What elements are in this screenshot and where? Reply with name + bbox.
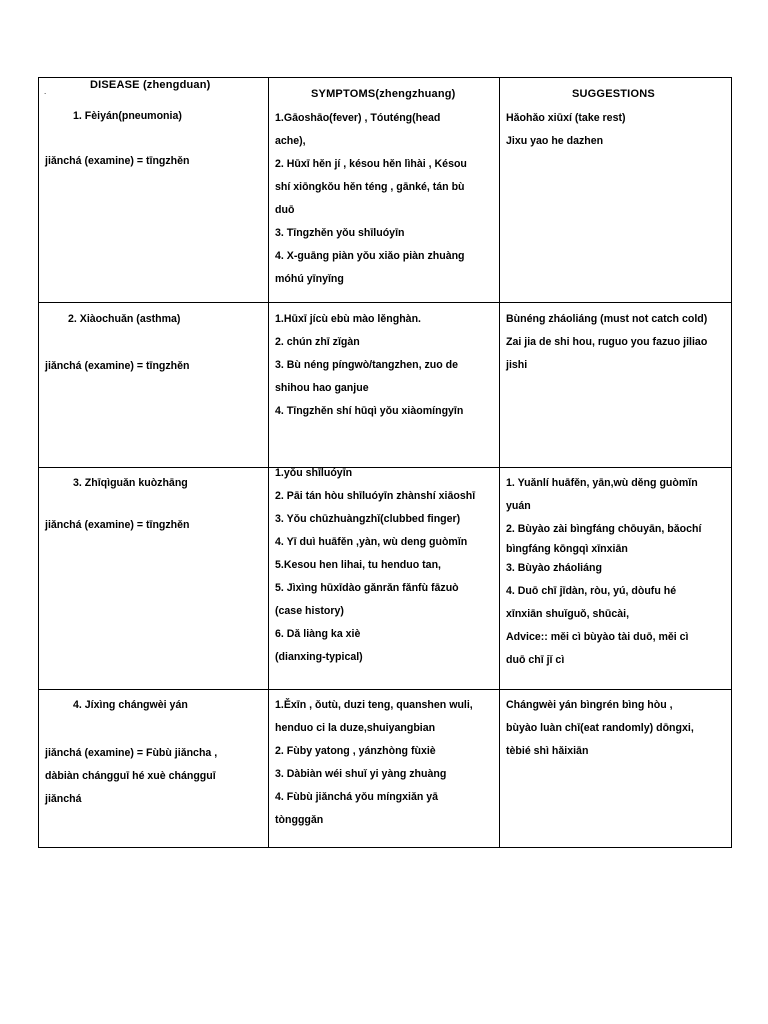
symptom-line: 5. Jìxìng hūxīdào gǎnrǎn fǎnfù fāzuò (275, 582, 459, 594)
exam-line: jiǎnchá (examine) = Fùbù jiǎncha , (45, 747, 218, 759)
table-row (39, 468, 732, 690)
header-disease: DISEASE (zhengduan) (90, 79, 211, 91)
table-header-row (39, 78, 732, 303)
suggestion-line: Advice:: měi cì bùyào tài duō, měi cì (506, 631, 689, 643)
symptom-line: tòngggǎn (275, 814, 324, 826)
symptom-line: 4. Fùbù jiǎnchá yǒu míngxiǎn yā (275, 791, 439, 803)
symptoms-cell (269, 690, 500, 848)
exam-line: jiǎnchá (examine) = tīngzhěn (45, 155, 190, 167)
exam-line: jiǎnchá (examine) = tīngzhěn (45, 360, 190, 372)
header-symptoms: SYMPTOMS(zhengzhuang) (311, 88, 456, 100)
symptom-line: móhú yīnyǐng (275, 273, 344, 285)
suggestion-line: duō chī jǐ cì (506, 654, 565, 666)
suggestion-line: tèbié shì hǎixiān (506, 745, 589, 757)
disease-cell (39, 78, 269, 303)
symptom-line: 2. Hūxī hěn jí , késou hěn lìhài , Késou (275, 158, 467, 170)
stray-dot: . (44, 87, 47, 96)
suggestion-line: Jixu yao he dazhen (506, 135, 604, 147)
symptom-line: 4. Yī duì huāfěn ,yàn, wù deng guòmǐn (275, 536, 468, 548)
symptom-line: duō (275, 204, 295, 216)
symptom-line: (dianxing-typical) (275, 651, 363, 663)
symptom-line: 3. Dàbiàn wéi shuǐ yi yàng zhuàng (275, 768, 447, 780)
symptom-line: 1.Gāoshāo(fever) , Tóuténg(head (275, 112, 441, 124)
suggestions-cell (500, 690, 732, 848)
symptom-line: 3. Tīngzhěn yǒu shīluóyīn (275, 227, 405, 239)
suggestion-line: jishi (506, 359, 528, 371)
suggestion-line: Zai jia de shi hou, ruguo you fazuo jiliao (506, 336, 708, 348)
exam-line: jiǎnchá (examine) = tīngzhěn (45, 519, 190, 531)
symptoms-cell (269, 468, 500, 690)
symptoms-cell (269, 303, 500, 468)
suggestions-cell (500, 303, 732, 468)
header-suggestions: SUGGESTIONS (572, 88, 655, 100)
suggestion-line: bìngfáng kōngqì xīnxiān (506, 543, 628, 555)
symptom-line: 3. Yǒu chūzhuàngzhǐ(clubbed finger) (275, 513, 461, 525)
table-row (39, 303, 732, 468)
symptom-line: shihou hao ganjue (275, 382, 369, 394)
disease-cell (39, 690, 269, 848)
disease-cell (39, 468, 269, 690)
suggestion-line: Chángwèi yán bìngrén bìng hòu , (506, 699, 673, 711)
symptom-line: 1.Hūxī jícù ebù mào lěnghàn. (275, 313, 421, 325)
symptom-line: 4. Tīngzhěn shí hūqì yǒu xiàomíngyīn (275, 405, 464, 417)
symptom-line: 3. Bù néng píngwò/tangzhen, zuo de (275, 359, 459, 371)
suggestion-line: 3. Bùyào zháoliáng (506, 562, 602, 574)
suggestion-line: xīnxiān shuǐguǒ, shūcài, (506, 608, 630, 620)
disease-name: 2. Xiàochuǎn (asthma) (68, 313, 181, 325)
suggestion-line: Bùnéng zháoliáng (must not catch cold) (506, 313, 708, 325)
symptom-line: 1.Ěxīn , ǒutù, duzi teng, quanshen wuli, (275, 699, 473, 711)
suggestion-line: 2. Bùyào zài bìngfáng chōuyān, bǎochí (506, 523, 702, 535)
suggestions-cell (500, 468, 732, 690)
symptom-line: 6. Dǎ liàng ka xiè (275, 628, 361, 640)
symptom-line: shí xiōngkǒu hěn téng , gānké, tán bù (275, 181, 465, 193)
symptom-line: 2. Fùby yatong , yánzhòng fùxiè (275, 745, 436, 757)
symptom-line: 1.yǒu shīluóyīn (275, 467, 353, 479)
symptom-line: 2. chún zhī zǐgàn (275, 336, 360, 348)
suggestion-line: 1. Yuǎnlí huāfěn, yān,wù děng guòmǐn (506, 477, 698, 489)
symptom-line: 5.Kesou hen lihai, tu henduo tan, (275, 559, 441, 571)
suggestion-line: bùyào luàn chī(eat randomly) dōngxi, (506, 722, 694, 734)
symptom-line: 2. Pāi tán hòu shīluóyīn zhànshí xiāoshī (275, 490, 476, 502)
table-row (39, 690, 732, 848)
suggestion-line: 4. Duō chī jīdàn, ròu, yú, dòufu hé (506, 585, 677, 597)
symptom-line: 4. X-guāng piàn yǒu xiǎo piàn zhuàng (275, 250, 465, 262)
symptom-line: henduo ci la duze,shuiyangbian (275, 722, 436, 734)
exam-line: jiǎnchá (45, 793, 82, 805)
symptom-line: ache), (275, 135, 306, 147)
suggestion-line: Hǎohǎo xiūxí (take rest) (506, 112, 626, 124)
suggestion-line: yuán (506, 500, 531, 512)
symptom-line: (case history) (275, 605, 344, 617)
disease-name: 3. Zhīqìguǎn kuòzhāng (73, 477, 188, 489)
symptoms-cell (269, 78, 500, 303)
disease-cell (39, 303, 269, 468)
disease-name: 1. Fèiyán(pneumonia) (73, 110, 182, 122)
suggestions-cell (500, 78, 732, 303)
disease-table (38, 77, 732, 848)
exam-line: dàbiàn chángguī hé xuè chángguī (45, 770, 216, 782)
disease-name: 4. Jíxìng chángwèi yán (73, 699, 188, 711)
